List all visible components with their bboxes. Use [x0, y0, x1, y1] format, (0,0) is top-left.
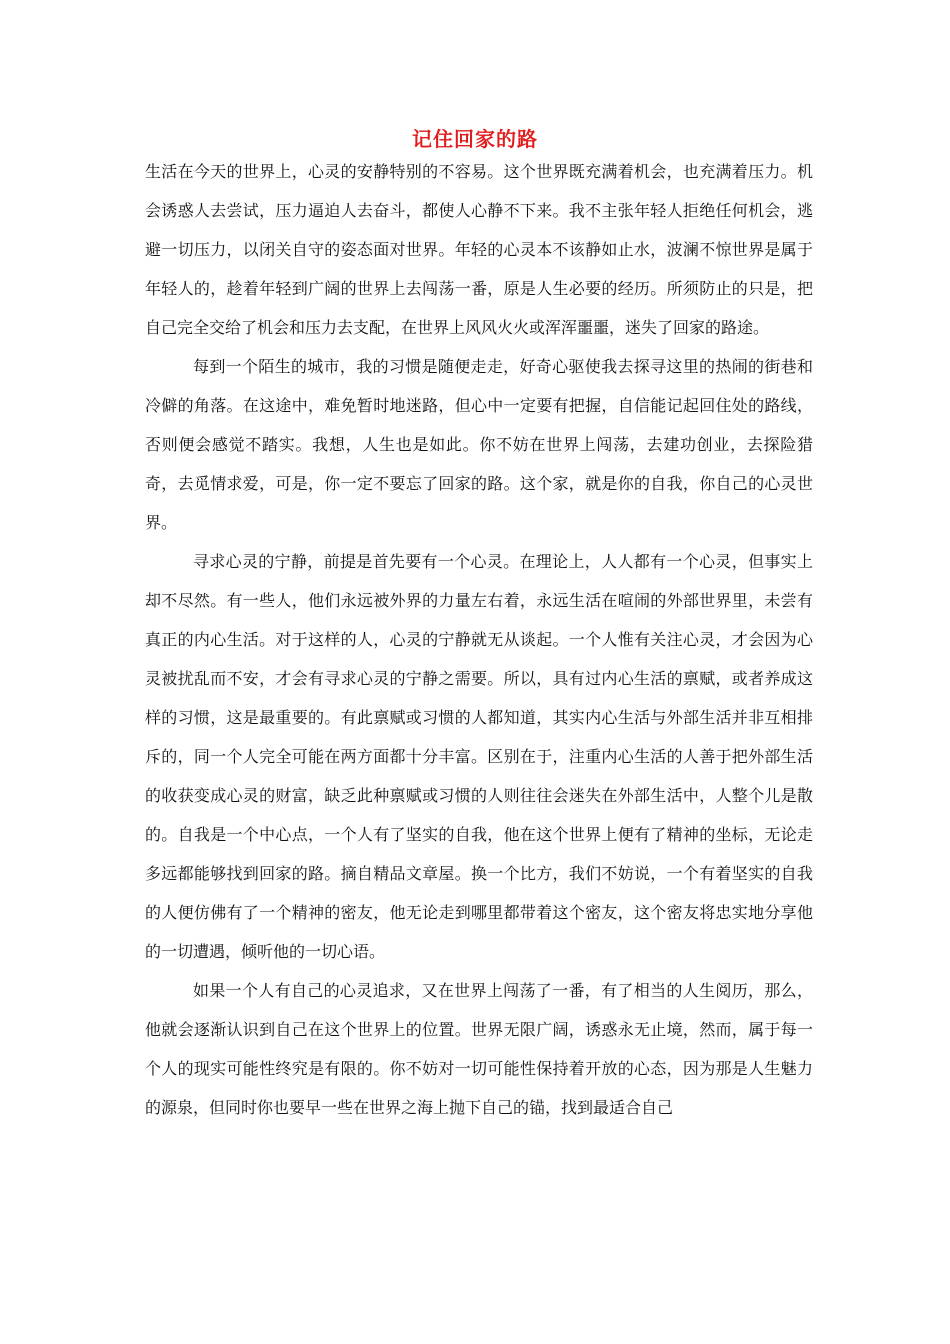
paragraph-4: 如果一个人有自己的心灵追求，又在世界上闯荡了一番，有了相当的人生阅历，那么，他就会逐渐认识到自己在这个世界上的位置。世界无限广阔，诱惑永无止境，然而，属于每一个人的现实可能性终究是有限的。你不妨对一切可能性保持着开放的心态，因为那是人生魅力的源泉，但同时你也要早一些在世界之海上抛下自己的锚，找到最适合自己 [145, 981, 813, 1117]
paragraph-3: 寻求心灵的宁静，前提是首先要有一个心灵。在理论上，人人都有一个心灵，但事实上却不尽然。有一些人，他们永远被外界的力量左右着，永远生活在喧闹的外部世界里，未尝有真正的内心生活。对于这样的人，心灵的宁静就无从谈起。一个人惟有关注心灵，才会因为心灵被扰乱而不安，才会有寻求心灵的宁静之需要。所以，具有过内心生活的禀赋，或者养成这样的习惯，这是最重要的。有此禀赋或习惯的人都知道，其实内心生活与外部生活并非互相排斥的，同一个人完全可能在两方面都十分丰富。区别在于，注重内心生活的人善于把外部生活的收获变成心灵的财富，缺乏此种禀赋或习惯的人则往往会迷失在外部生活中，人整个儿是散的。自我是一个中心点，一个人有了坚实的自我，他在这个世界上便有了精神的坐标，无论走多远都能够找到回家的路。摘自精品文章屋。换一个比方，我们不妨说，一个有着坚实的自我的人便仿佛有了一个精神的密友，他无论走到哪里都带着这个密友，这个密友将忠实地分享他的一切遭遇，倾听他的一切心语。 [145, 552, 813, 961]
document-title: 记住回家的路 [412, 127, 538, 151]
paragraph-2: 每到一个陌生的城市，我的习惯是随便走走，好奇心驱使我去探寻这里的热闹的街巷和冷僻的角落。在这途中，难免暂时地迷路，但心中一定要有把握，自信能记起回住处的路线，否则便会感觉不踏实。我想，人生也是如此。你不妨在世界上闯荡，去建功创业，去探险猎奇，去觅情求爱，可是，你一定不要忘了回家的路。这个家，就是你的自我，你自己的心灵世界。 [145, 357, 813, 532]
document-body [145, 152, 813, 1127]
paragraph-1: 生活在今天的世界上，心灵的安静特别的不容易。这个世界既充满着机会，也充满着压力。机会诱惑人去尝试，压力逼迫人去奋斗，都使人心静不下来。我不主张年轻人拒绝任何机会，逃避一切压力，以闭关自守的姿态面对世界。年轻的心灵本不该静如止水，波澜不惊世界是属于年轻人的，趁着年轻到广阔的世界上去闯荡一番，原是人生必要的经历。所须防止的只是，把自己完全交给了机会和压力去支配，在世界上风风火火或浑浑噩噩，迷失了回家的路途。 [145, 162, 813, 337]
